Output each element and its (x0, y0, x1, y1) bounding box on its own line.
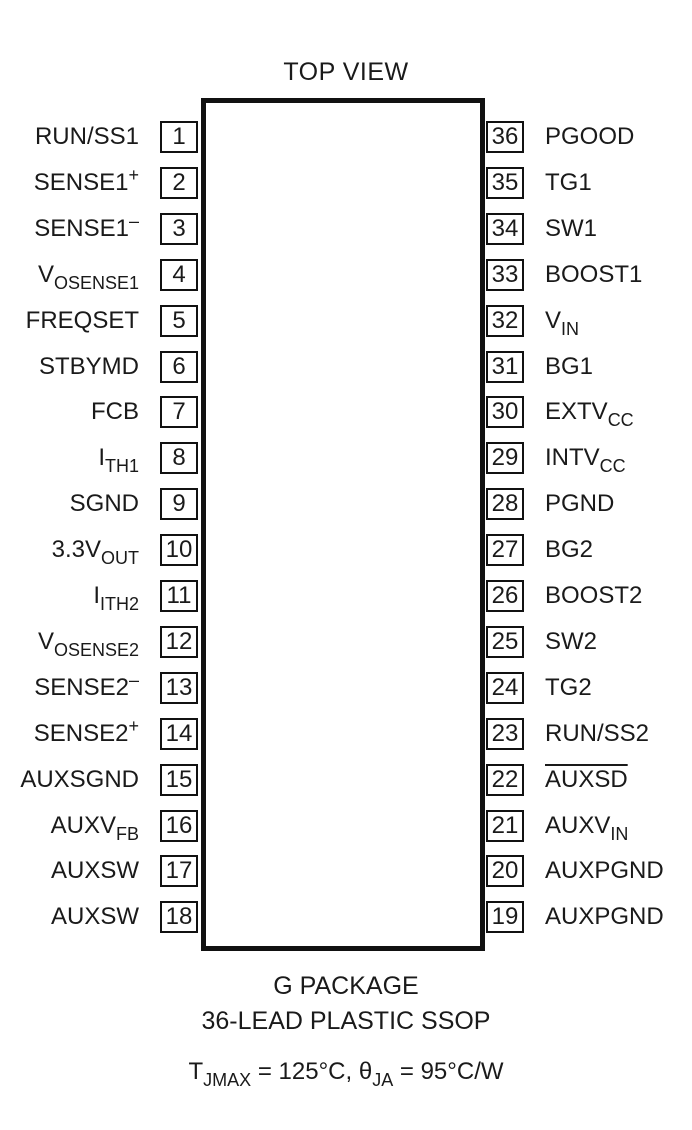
pin-4-label: $V_{OSENSE1}$ (37, 261, 139, 293)
pin-35-label: TG1 (545, 169, 592, 196)
pin-30-number: 30 (486, 396, 524, 428)
pin-10-number: 10 (160, 534, 198, 566)
pin-26-number: 26 (486, 580, 524, 612)
pin-13-number: 13 (160, 672, 198, 704)
pin-33-label: BOOST1 (545, 261, 643, 288)
pin-22-number: 22 (486, 764, 524, 796)
pin-17-number: 17 (160, 855, 198, 887)
pin-21-number: 21 (486, 810, 524, 842)
pin-12-number: 12 (160, 626, 198, 658)
pin-32-number: 32 (486, 305, 524, 337)
tjmax-symbol: T (188, 1058, 204, 1085)
pin-25-number: 25 (486, 626, 524, 658)
pin-14-label: SENSE2+ (33, 716, 139, 747)
pin-27-number: 27 (486, 534, 524, 566)
pin-7-number: 7 (160, 396, 198, 428)
pin-28-label: PGND (545, 490, 615, 517)
pin-32-label: $V_{IN}$ (545, 307, 580, 339)
pin-29-label: $INTV_{CC}$ (545, 444, 626, 476)
thermal-spec (0, 1058, 692, 1090)
tjmax-value: = 125°C, (251, 1058, 359, 1085)
pin-20-number: 20 (486, 855, 524, 887)
pin-16-number: 16 (160, 810, 198, 842)
pin-11-label: $I_{ITH2}$ (93, 582, 139, 614)
pin-24-label: TG2 (545, 674, 592, 701)
pin-8-label: $I_{TH1}$ (98, 444, 139, 476)
pin-24-number: 24 (486, 672, 524, 704)
pin-27-label: BG2 (545, 536, 594, 563)
pin-9-label: SGND (69, 490, 139, 517)
ic-package-body (201, 98, 485, 951)
pin-35-number: 35 (486, 167, 524, 199)
pin-12-label: $V_{OSENSE2}$ (37, 628, 139, 660)
pin-1-number: 1 (160, 121, 198, 153)
theta-symbol: θ (358, 1058, 373, 1085)
pin-34-label: SW1 (545, 215, 598, 242)
pin-3-number: 3 (160, 213, 198, 245)
pin-15-number: 15 (160, 764, 198, 796)
pin-9-number: 9 (160, 488, 198, 520)
pin-36-number: 36 (486, 121, 524, 153)
pin-14-number: 14 (160, 718, 198, 750)
pin-8-number: 8 (160, 442, 198, 474)
pin-25-label: SW2 (545, 628, 598, 655)
pin-1-label: RUN/SS1 (34, 123, 139, 150)
pin-30-label: $EXTV_{CC}$ (545, 398, 634, 430)
pin-4-number: 4 (160, 259, 198, 291)
pin-28-number: 28 (486, 488, 524, 520)
pin-19-label: AUXPGND (545, 903, 664, 930)
pin-10-label: $3.3V_{OUT}$ (51, 536, 139, 568)
pin-29-number: 29 (486, 442, 524, 474)
pin-31-label: BG1 (545, 353, 594, 380)
theta-value: = 95°C/W (393, 1058, 504, 1085)
top-view-title: TOP VIEW (283, 58, 409, 86)
pin-2-label: SENSE1+ (33, 165, 139, 196)
pin-31-number: 31 (486, 351, 524, 383)
pin-26-label: BOOST2 (545, 582, 643, 609)
pin-34-number: 34 (486, 213, 524, 245)
pin-18-label: AUXSW (50, 903, 139, 930)
pin-3-label: SENSE1– (34, 211, 139, 242)
pin-20-label: AUXPGND (545, 857, 664, 884)
pin-5-label: FREQSET (25, 307, 139, 334)
pin-16-label: $AUXV_{FB}$ (50, 812, 139, 844)
package-name: G PACKAGE (273, 972, 419, 1000)
pin-33-number: 33 (486, 259, 524, 291)
tjmax-subscript: JMAX (203, 1070, 252, 1090)
theta-subscript: JA (372, 1070, 394, 1090)
pin-6-label: STBYMD (38, 353, 139, 380)
pin-13-label: SENSE2– (34, 670, 139, 701)
pin-21-label: $AUXV_{IN}$ (545, 812, 629, 844)
pin-23-label: RUN/SS2 (545, 720, 650, 747)
pin-2-number: 2 (160, 167, 198, 199)
pin-23-number: 23 (486, 718, 524, 750)
pin-7-label: FCB (91, 398, 139, 425)
package-description: 36-LEAD PLASTIC SSOP (201, 1007, 491, 1035)
pin-11-number: 11 (160, 580, 198, 612)
pin-15-label: AUXSGND (20, 766, 139, 793)
pin-36-label: PGOOD (545, 123, 635, 150)
pin-19-number: 19 (486, 901, 524, 933)
pin-5-number: 5 (160, 305, 198, 337)
pin-17-label: AUXSW (50, 857, 139, 884)
pin-6-number: 6 (160, 351, 198, 383)
pin-22-label: AUXSD (545, 766, 628, 793)
pin-18-number: 18 (160, 901, 198, 933)
